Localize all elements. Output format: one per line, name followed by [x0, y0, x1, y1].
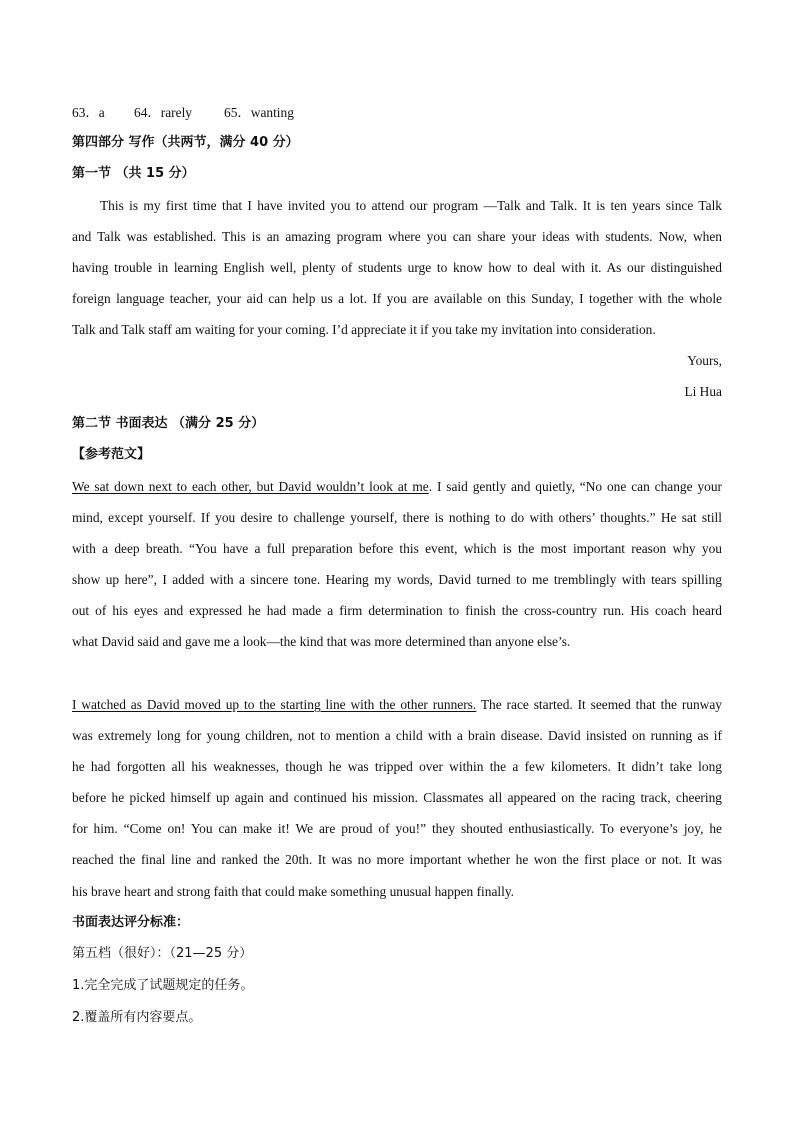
letter-line: foreign language teacher, your aid can help us a lot. If you are available on this Sunday, I together with the whole [72, 291, 722, 306]
letter-closing: Yours, [687, 353, 722, 368]
essay-line [72, 698, 722, 711]
section1-heading: 第一节 （共 15 分） [72, 166, 195, 181]
level-5-heading: 第五档（很好）：（21—25 分） [72, 946, 253, 961]
underlined-opening-sentence: We sat down next to each other, but David wouldn’t look at me [72, 479, 429, 494]
essay-line: for him. “Come on! You can make it! We are proud of you!” they shouted enthusiastically. To everyone’s joy, he [72, 821, 722, 836]
criteria-item-2: 2.覆盖所有内容要点。 [72, 1010, 202, 1025]
reference-essay-label: 【参考范文】 [72, 447, 151, 462]
essay-text: The race started. It seemed that the runway [476, 697, 722, 712]
essay-line: with a deep breath. “You have a full preparation before this event, which is the most important reason why you [72, 541, 722, 556]
essay-line: what David said and gave me a look—the kind that was more determined than anyone else’s. [72, 634, 571, 649]
letter-line: This is my first time that I have invited you to attend our program —Talk and Talk. It is ten years since Talk [100, 198, 722, 213]
answer-65: 65．wanting [224, 105, 294, 120]
answer-64: 64．rarely [134, 105, 193, 120]
criteria-item-1: 1.完全完成了试题规定的任务。 [72, 978, 254, 993]
answer-63: 63．a [72, 105, 105, 120]
underlined-opening-sentence: I watched as David moved up to the starting line with the other runners. [72, 697, 477, 712]
criteria-heading: 书面表达评分标准： [72, 915, 190, 930]
essay-line: reached the final line and ranked the 20th. It was no more important whether he won the first place or not. It was [72, 852, 722, 867]
part4-heading: 第四部分 写作（共两节，满分 40 分） [72, 135, 299, 150]
essay-line: was extremely long for young children, not to mention a child with a brain disease. David insisted on running as if [72, 728, 722, 743]
essay-line: his brave heart and strong faith that could make something unusual happen finally. [72, 884, 515, 899]
letter-signature: Li Hua [684, 384, 722, 399]
essay-line: before he picked himself up again and continued his mission. Classmates all appeared on the racing track, cheering [72, 790, 722, 805]
essay-line: he had forgotten all his weaknesses, though he was tripped over within the a few kilometers. It didn’t take long [72, 759, 722, 774]
letter-line: and Talk was established. This is an amazing program where you can share your ideas with students. Now, when [72, 229, 722, 244]
essay-line: mind, except yourself. If you desire to challenge yourself, there is nothing to do with others’ thoughts.” He sat still [72, 510, 722, 525]
answer-key-line [72, 106, 722, 119]
letter-line: Talk and Talk staff am waiting for your coming. I’d appreciate it if you take my invitation into consideration. [72, 322, 656, 337]
essay-line [72, 480, 722, 493]
essay-text: . I said gently and quietly, “No one can change your [428, 479, 722, 494]
essay-line: show up here”, I added with a sincere tone. Hearing my words, David turned to me tremblingly with tears spilling [72, 572, 722, 587]
letter-line: having trouble in learning English well, plenty of students urge to know how to deal with it. As our distinguished [72, 260, 722, 275]
essay-line: out of his eyes and expressed he had made a firm determination to finish the cross-country run. His coach heard [72, 603, 722, 618]
section2-heading: 第二节 书面表达 （满分 25 分） [72, 416, 265, 431]
